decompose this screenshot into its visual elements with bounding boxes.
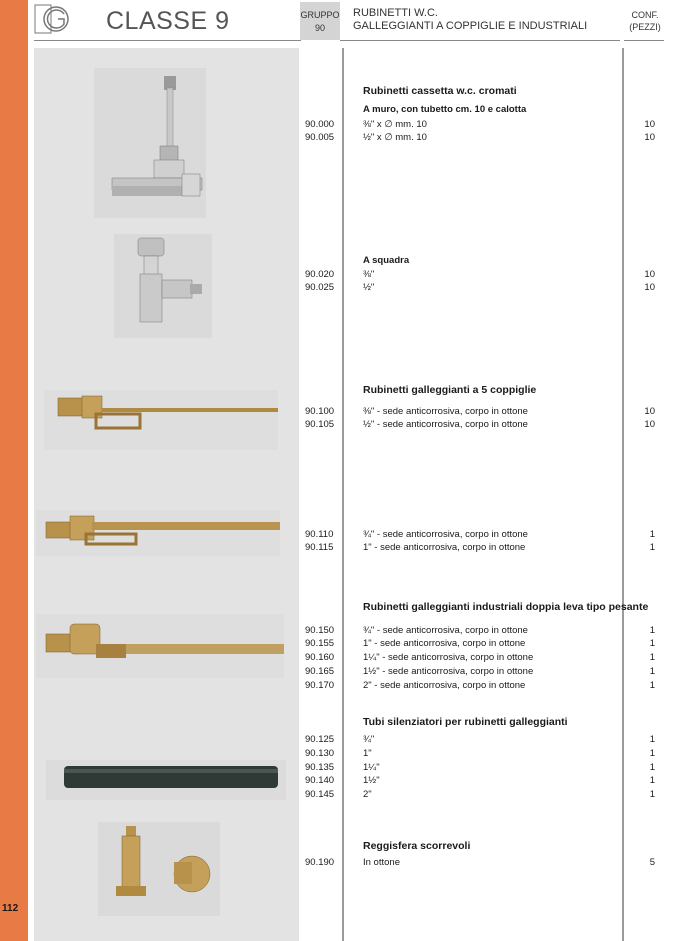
- header-divider: [624, 40, 664, 41]
- product-qty: 1: [649, 734, 655, 745]
- product-code: 90.110: [305, 529, 334, 540]
- header-desc-line1: RUBINETTI W.C.: [353, 7, 438, 19]
- product-code: 90.025: [305, 282, 335, 293]
- product-desc: 2": [363, 789, 372, 800]
- product-code: 90.165: [305, 666, 335, 677]
- class-title: CLASSE 9: [106, 7, 230, 35]
- product-code: 90.000: [305, 119, 335, 130]
- industrial-float-valve-image: [36, 614, 284, 678]
- section-title: Rubinetti galleggianti industriali doppia leva tipo pesante: [363, 601, 649, 613]
- product-qty: 1: [649, 542, 655, 553]
- table-row: [300, 665, 660, 678]
- product-code: 90.125: [305, 734, 335, 745]
- product-desc: ¾" - sede anticorrosiva, corpo in ottone: [363, 625, 528, 636]
- table-row: [300, 637, 660, 650]
- product-code: 90.020: [305, 269, 335, 280]
- product-qty: 1: [649, 762, 655, 773]
- ball-holder-image: [98, 822, 220, 916]
- product-code: 90.100: [305, 406, 335, 417]
- section-subtitle: A squadra: [363, 255, 410, 266]
- product-desc: ½" - sede anticorrosiva, corpo in ottone: [363, 419, 528, 430]
- table-row: [300, 268, 660, 281]
- product-desc: 2" - sede anticorrosiva, corpo in ottone: [363, 680, 526, 691]
- product-code: 90.140: [305, 775, 335, 786]
- column-divider: [342, 48, 344, 941]
- product-code: 90.115: [305, 542, 334, 553]
- table-row: [300, 541, 660, 554]
- table-row: [300, 733, 660, 746]
- page-number: 112: [2, 903, 19, 914]
- table-row: [300, 624, 660, 637]
- product-desc: 1": [363, 748, 372, 759]
- section-title: Rubinetti galleggianti a 5 coppiglie: [363, 384, 537, 396]
- float-valve-large-image: [36, 510, 280, 556]
- float-valve-image: [44, 390, 278, 450]
- product-qty: 1: [649, 625, 655, 636]
- product-desc: ¾" - sede anticorrosiva, corpo in ottone: [363, 529, 528, 540]
- header-divider: [340, 40, 620, 41]
- angle-valve-image: [114, 234, 212, 338]
- product-code: 90.150: [305, 625, 335, 636]
- table-row: [300, 774, 660, 787]
- product-code: 90.145: [305, 789, 335, 800]
- table-row: [300, 651, 660, 664]
- table-row: [300, 528, 660, 541]
- product-qty: 10: [644, 269, 655, 280]
- product-qty: 10: [644, 132, 655, 143]
- product-code: 90.105: [305, 419, 335, 430]
- header-description: [353, 7, 587, 33]
- table-row: [300, 281, 660, 294]
- side-accent-bar: [0, 0, 28, 941]
- product-desc: ⅜" x ∅ mm. 10: [363, 119, 427, 130]
- product-qty: 10: [644, 119, 655, 130]
- header-desc-line2: GALLEGGIANTI A COPPIGLIE E INDUSTRIALI: [353, 20, 588, 32]
- column-divider: [622, 48, 624, 941]
- table-row: [300, 405, 660, 418]
- product-qty: 10: [644, 419, 655, 430]
- product-desc: 1" - sede anticorrosiva, corpo in ottone: [363, 638, 526, 649]
- product-qty: 10: [644, 282, 655, 293]
- table-row: [300, 856, 660, 869]
- product-desc: ¾": [363, 734, 375, 745]
- product-qty: 1: [649, 529, 655, 540]
- conf-unit: (PEZZI): [629, 22, 661, 32]
- product-qty: 1: [649, 775, 655, 786]
- table-row: [300, 118, 660, 131]
- gruppo-box: [300, 2, 340, 40]
- product-desc: 1½" - sede anticorrosiva, corpo in ottone: [363, 666, 534, 677]
- product-desc: 1¼" - sede anticorrosiva, corpo in ottone: [363, 652, 534, 663]
- product-desc: 1¼": [363, 762, 380, 773]
- product-code: 90.160: [305, 652, 335, 663]
- section-title: Reggisfera scorrevoli: [363, 840, 471, 852]
- section-title: Tubi silenziatori per rubinetti galleggianti: [363, 716, 568, 728]
- product-code: 90.130: [305, 748, 335, 759]
- wall-cistern-valve-image: [94, 68, 206, 218]
- product-desc: In ottone: [363, 857, 400, 868]
- section-subtitle: A muro, con tubetto cm. 10 e calotta: [363, 104, 527, 115]
- product-desc: 1" - sede anticorrosiva, corpo in ottone: [363, 542, 526, 553]
- product-qty: 10: [644, 406, 655, 417]
- brand-logo-icon: [34, 4, 74, 34]
- product-qty: 1: [649, 666, 655, 677]
- conf-label: CONF.: [631, 10, 659, 20]
- product-qty: 1: [649, 638, 655, 649]
- table-row: [300, 788, 660, 801]
- section-title: Rubinetti cassetta w.c. cromati: [363, 85, 517, 97]
- product-code: 90.170: [305, 680, 335, 691]
- product-qty: 1: [649, 789, 655, 800]
- product-qty: 1: [649, 748, 655, 759]
- table-row: [300, 418, 660, 431]
- product-code: 90.190: [305, 857, 335, 868]
- gruppo-label: GRUPPO: [300, 10, 340, 20]
- conf-header: [626, 9, 664, 33]
- gruppo-value: 90: [314, 23, 325, 33]
- product-code: 90.135: [305, 762, 335, 773]
- table-row: [300, 131, 660, 144]
- product-code: 90.005: [305, 132, 335, 143]
- product-desc: ½" x ∅ mm. 10: [363, 132, 427, 143]
- table-row: [300, 761, 660, 774]
- silencer-tube-image: [46, 760, 286, 800]
- product-qty: 5: [649, 857, 655, 868]
- table-row: [300, 747, 660, 760]
- product-desc: ⅜" - sede anticorrosiva, corpo in ottone: [363, 406, 528, 417]
- code-column: [300, 48, 340, 941]
- product-qty: 1: [649, 652, 655, 663]
- product-code: 90.155: [305, 638, 335, 649]
- header-divider: [34, 40, 301, 41]
- product-desc: ½": [363, 282, 375, 293]
- product-qty: 1: [649, 680, 655, 691]
- product-desc: 1½": [363, 775, 380, 786]
- product-desc: ⅜": [363, 269, 375, 280]
- table-row: [300, 679, 660, 692]
